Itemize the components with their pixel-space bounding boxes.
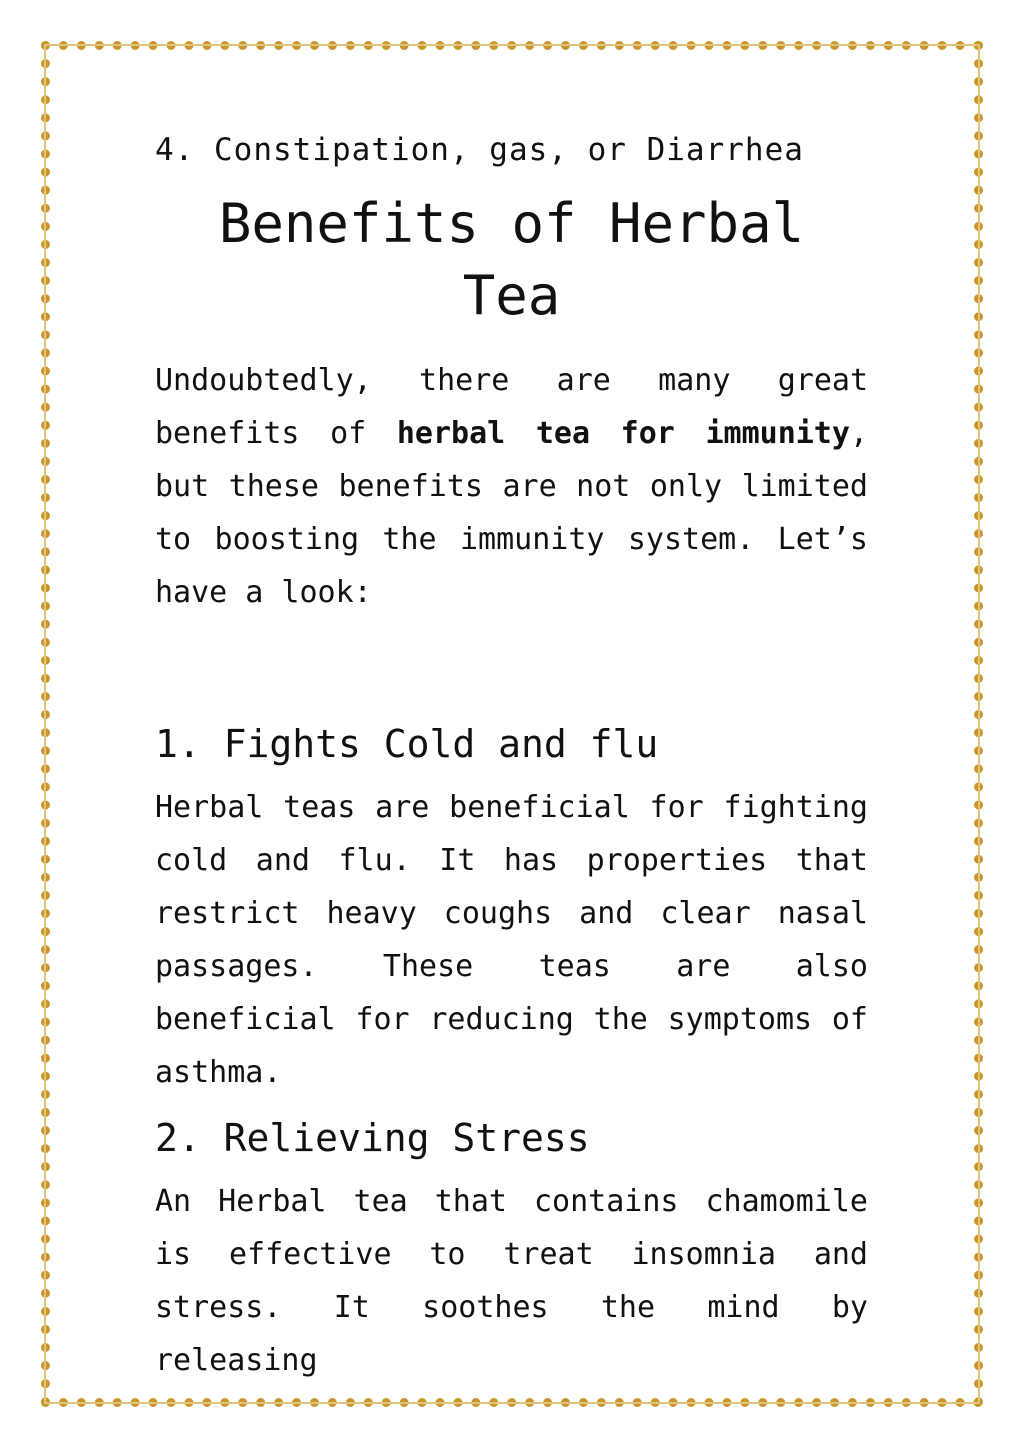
list-item: 4. Constipation, gas, or Diarrhea: [155, 132, 804, 168]
section-body-cold-flu: Herbal teas are beneficial for fighting cold and flu. It has properties that restrict heavy coughs and clear nasal passages. These teas are also beneficial for reducing the symptoms of asthma.: [155, 790, 868, 1090]
document-content: [155, 128, 868, 1387]
section-body-stress: An Herbal tea that contains chamomile is effective to treat insomnia and stress. It soothes the mind by releasing: [155, 1184, 868, 1378]
intro-text-start: Undoubtedly, there are many great benefits of: [155, 363, 868, 451]
intro-emphasis-link[interactable]: herbal tea for immunity: [396, 416, 850, 451]
section-heading-cold-flu: 1. Fights Cold and flu: [155, 722, 659, 766]
page-title: Benefits of Herbal Tea: [218, 192, 805, 327]
section-heading-stress: 2. Relieving Stress: [155, 1116, 590, 1160]
intro-paragraph: [155, 354, 868, 619]
intro-text-end: , but these benefits are not only limited to boosting the immunity system. Let’s have a look:: [155, 416, 868, 610]
